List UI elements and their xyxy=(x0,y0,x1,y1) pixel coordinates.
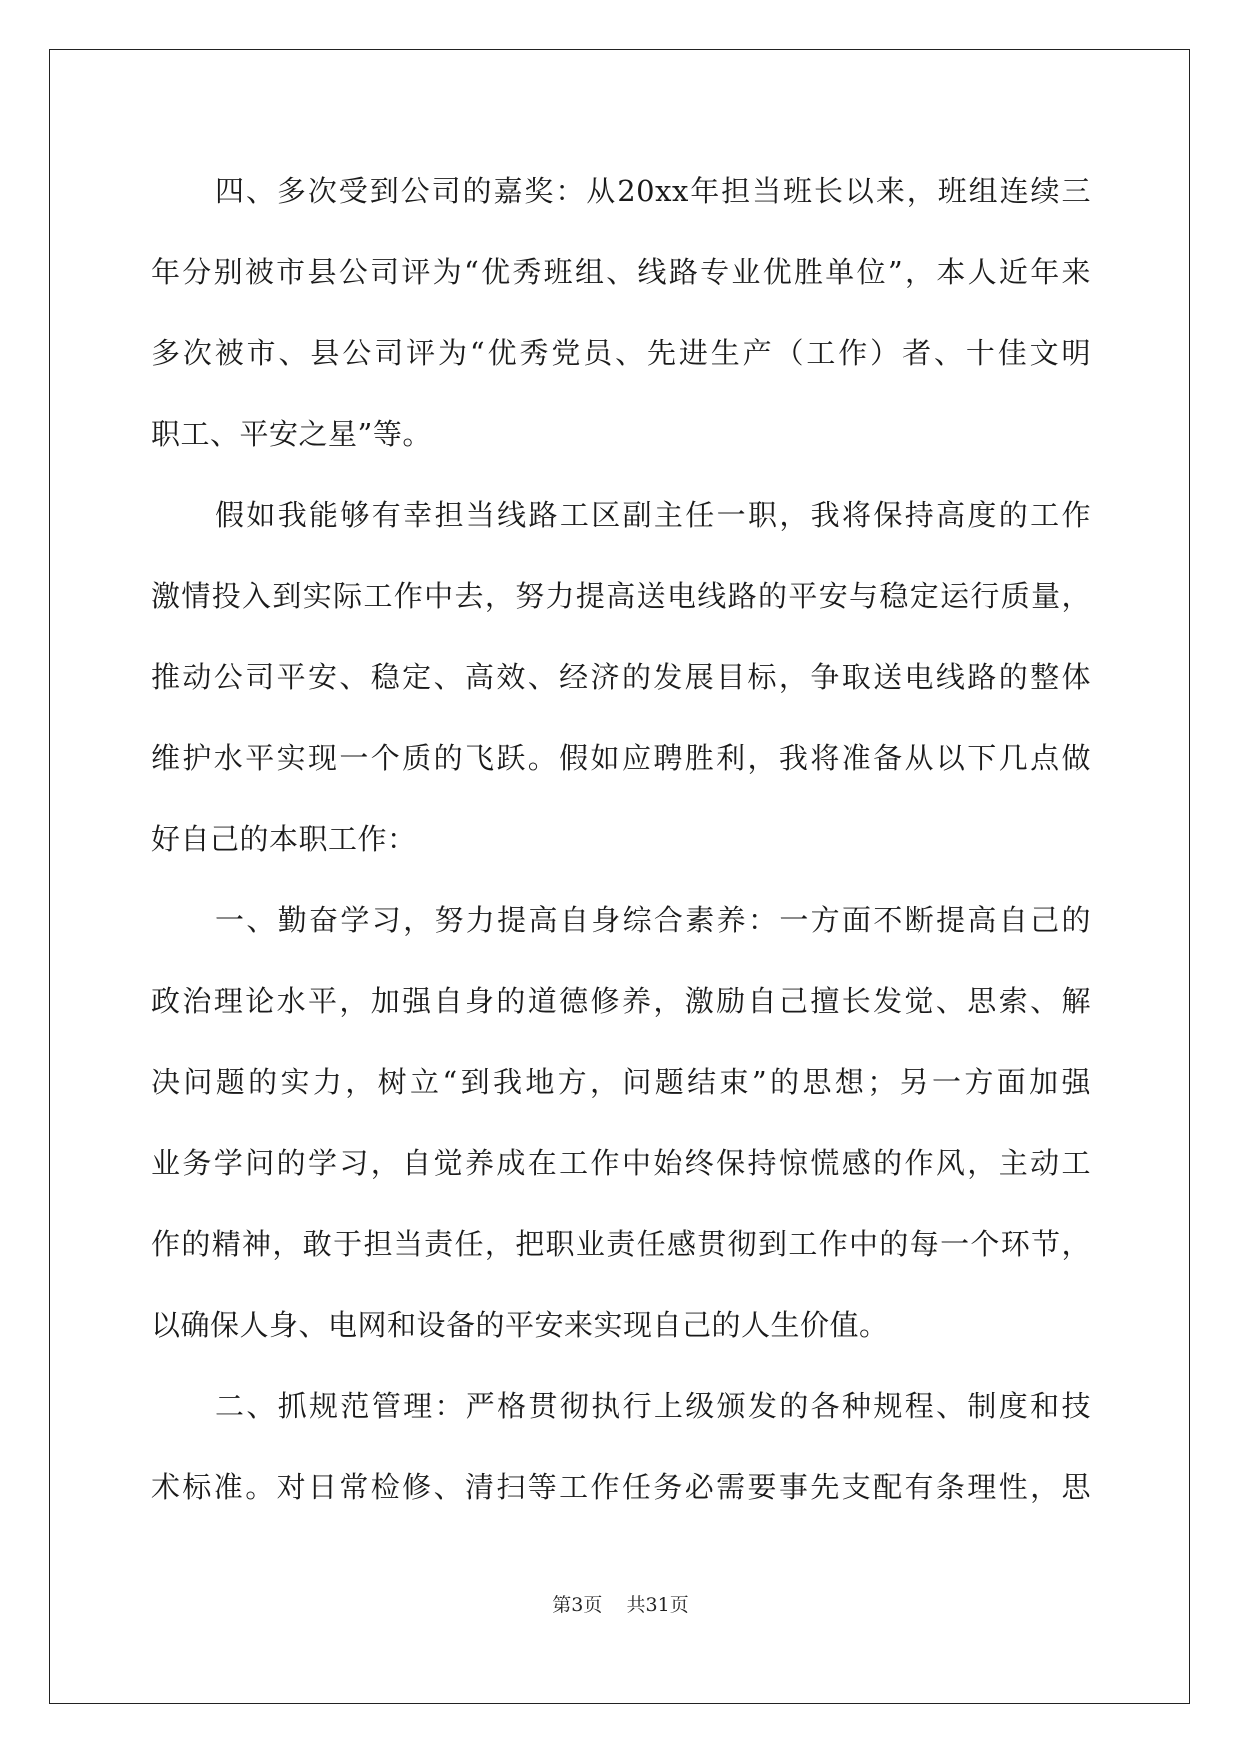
document-body xyxy=(151,160,1091,1537)
text-line: 推动公司平安、稳定、高效、经济的发展目标，争取送电线路的整体 xyxy=(151,660,1091,694)
text-line: 术标准。对日常检修、清扫等工作任务必需要事先支配有条理性，思 xyxy=(151,1470,1091,1504)
text-line: 维护水平实现一个质的飞跃。假如应聘胜利，我将准备从以下几点做 xyxy=(151,741,1091,775)
text-line: 业务学问的学习，自觉养成在工作中始终保持惊慌感的作风，主动工 xyxy=(151,1146,1091,1180)
text-line: 决问题的实力，树立“到我地方，问题结束”的思想；另一方面加强 xyxy=(151,1065,1091,1099)
text-line: 政治理论水平，加强自身的道德修养，激励自己擅长发觉、思索、解 xyxy=(151,984,1091,1018)
text-line: 多次被市、县公司评为“优秀党员、先进生产（工作）者、十佳文明 xyxy=(151,336,1091,370)
page-footer xyxy=(0,1590,1241,1617)
footer-gap xyxy=(602,1594,626,1616)
text-line: 二、抓规范管理：严格贯彻执行上级颁发的各种规程、制度和技 xyxy=(215,1389,1091,1423)
text-line: 激情投入到实际工作中去，努力提高送电线路的平安与稳定运行质量， xyxy=(151,579,1091,613)
text-line: 假如我能够有幸担当线路工区副主任一职，我将保持高度的工作 xyxy=(215,498,1091,532)
text-line: 作的精神，敢于担当责任，把职业责任感贯彻到工作中的每一个环节， xyxy=(151,1227,1091,1261)
text-line: 职工、平安之星”等。 xyxy=(151,417,432,451)
text-line: 一、勤奋学习，努力提高自身综合素养：一方面不断提高自己的 xyxy=(215,903,1091,937)
page-number: 第3页 xyxy=(552,1594,603,1616)
page-total: 共31页 xyxy=(626,1594,689,1616)
text-line: 以确保人身、电网和设备的平安来实现自己的人生价值。 xyxy=(151,1308,889,1342)
text-line: 年分别被市县公司评为“优秀班组、线路专业优胜单位”，本人近年来 xyxy=(151,255,1091,289)
text-line: 好自己的本职工作： xyxy=(151,822,417,856)
text-line: 四、多次受到公司的嘉奖：从20xx年担当班长以来，班组连续三 xyxy=(215,174,1091,208)
